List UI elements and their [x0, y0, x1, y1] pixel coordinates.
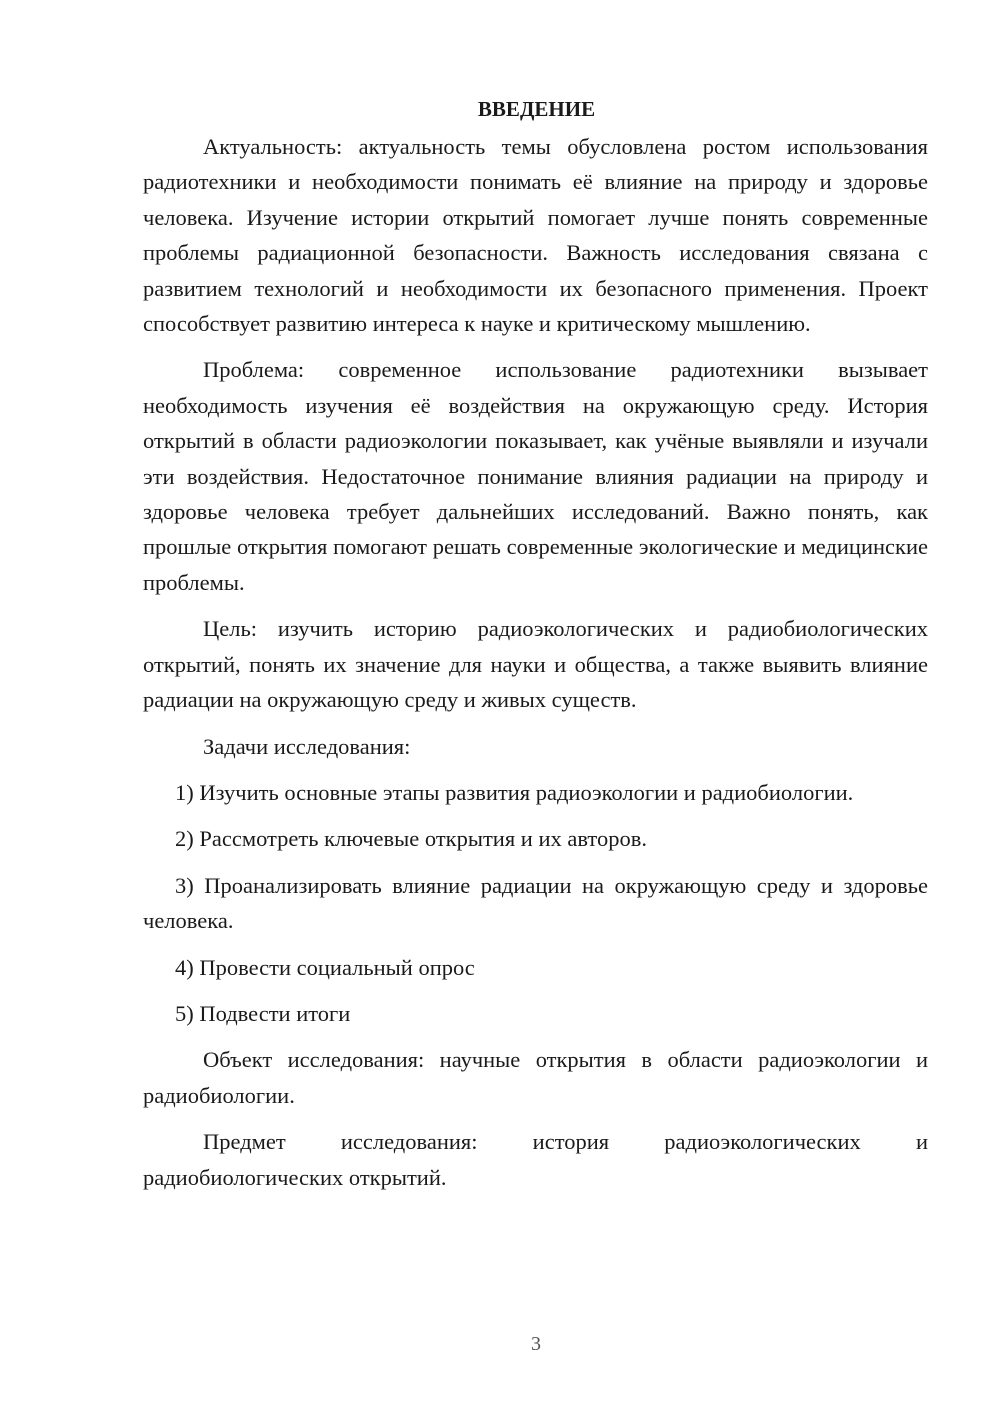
- subject-paragraph: Предмет исследования: история радиоэкологических и радиобиологических открытий.: [143, 1129, 928, 1190]
- list-item: 1) Изучить основные этапы развития радиоэкологии и радиобиологии.: [175, 779, 854, 805]
- goal-paragraph: Цель: изучить историю радиоэкологических и радиобиологических открытий, понять их значение для науки и общества, а также выявить влияние радиации на окружающую среду и живых существ.: [143, 616, 928, 713]
- list-item: 2) Рассмотреть ключевые открытия и их авторов.: [175, 826, 647, 852]
- tasks-intro: Задачи исследования:: [203, 733, 411, 759]
- problem-paragraph: Проблема: современное использование радиотехники вызывает необходимость изучения её воздействия на окружающую среду. История открытий в области радиоэкологии показывает, как учёные выявляли и изучали эти воздействия. Недостаточное понимание влияния радиации на природу и здоровье человека требует дальнейших исследований. Важно понять, как прошлые открытия помогают решать современные экологические и медицинские проблемы.: [143, 357, 928, 595]
- list-item: 5) Подвести итоги: [175, 1000, 351, 1026]
- list-item: 4) Провести социальный опрос: [175, 954, 475, 980]
- page-title: ВВЕДЕНИЕ: [477, 97, 596, 121]
- object-paragraph: Объект исследования: научные открытия в области радиоэкологии и радиобиологии.: [143, 1047, 928, 1108]
- page-content: [143, 94, 928, 1195]
- page-number: 3: [531, 1333, 541, 1355]
- relevance-paragraph: Актуальность: актуальность темы обусловлена ростом использования радиотехники и необходимости понимать её влияние на природу и здоровье человека. Изучение истории открытий помогает лучше понять современные проблемы радиационной безопасности. Важность исследования связана с развитием технологий и необходимости их безопасного применения. Проект способствует развитию интереса к науке и критическому мышлению.: [143, 134, 928, 337]
- list-item: 3) Проанализировать влияние радиации на окружающую среду и здоровье человека.: [143, 872, 928, 934]
